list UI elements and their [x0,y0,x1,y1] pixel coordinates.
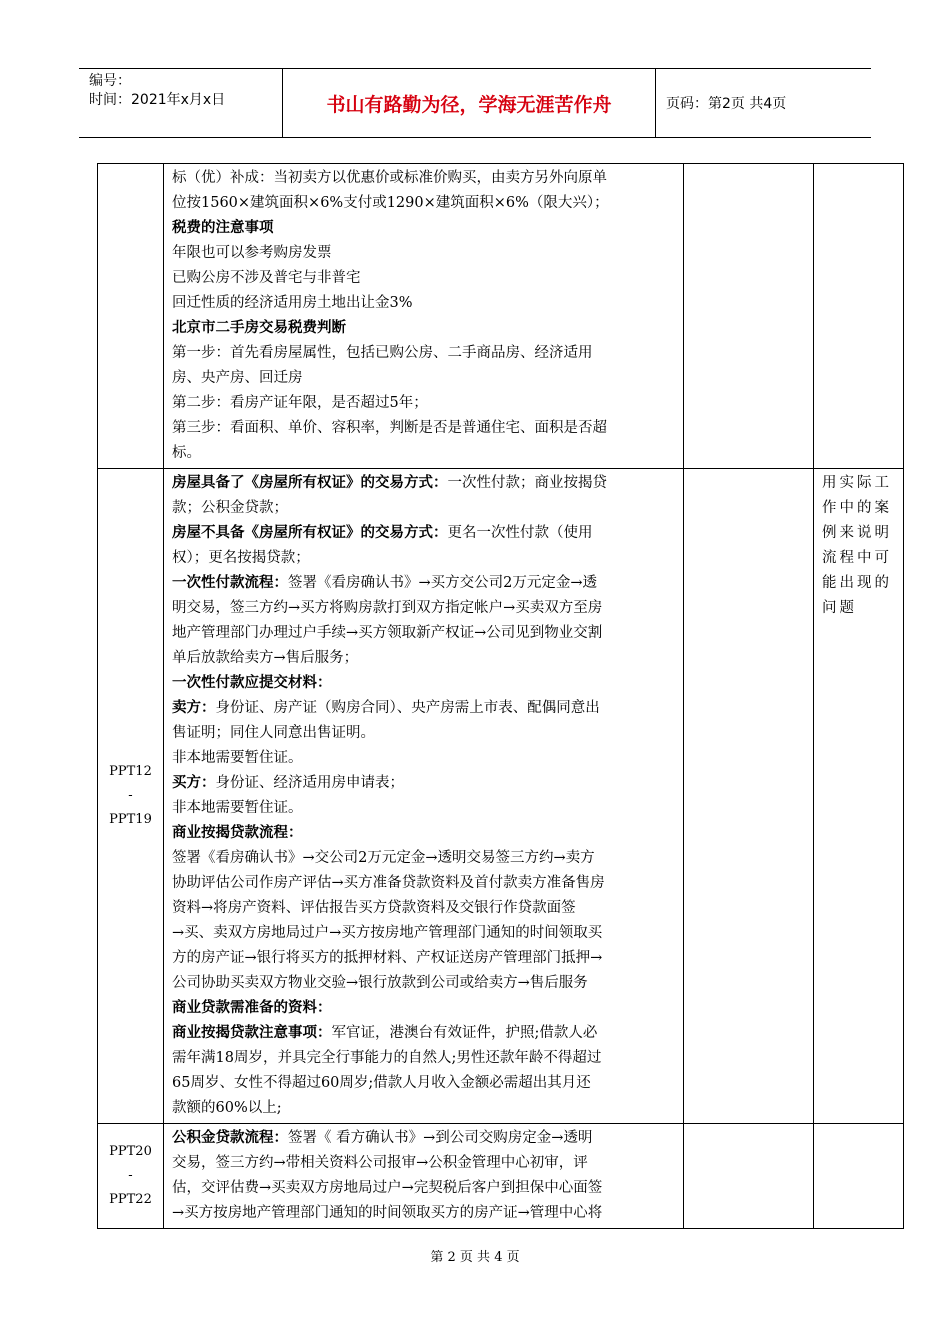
body-text: 资料→将房产资料、评估报告买方贷款资料及交银行作贷款面签 [172,900,576,916]
body-text: 年限也可以参考购房发票 [172,245,332,261]
bold-heading-text: 房屋不具备《房屋所有权证》的交易方式： [172,525,448,541]
content-line [172,671,675,696]
note-line: 问题 [822,600,857,616]
body-text: 非本地需要暂住证。 [172,750,303,766]
content-line [172,316,675,341]
content-line [172,971,675,996]
bold-heading-text: 北京市二手房交易税费判断 [172,320,346,336]
slide-range-cell [98,469,164,1124]
header-motto: 书山有路勤为径，学海无涯苦作舟 [282,69,656,137]
content-line [172,546,675,571]
note-cell [814,1124,904,1229]
content-line [172,821,675,846]
bold-heading-text: 卖方： [172,700,216,716]
content-line [172,771,675,796]
table-row [98,1124,904,1229]
body-text: 协助评估公司作房产评估→买方准备贷款资料及首付款卖方准备售房 [172,875,605,891]
bold-heading-text: 公积金贷款流程： [172,1130,288,1146]
bold-heading-text: 买方： [172,775,216,791]
document-number: 编号： [89,73,131,89]
content-line [172,291,675,316]
body-text: 身份证、经济适用房申请表； [215,775,404,791]
header-meta [79,69,282,137]
body-text: 位按1560×建筑面积×6%支付或1290×建筑面积×6%（限大兴）； [172,195,609,211]
note-line: 能出现的 [822,575,892,591]
bold-heading-text: 一次性付款流程： [172,575,288,591]
body-text: 回迁性质的经济适用房土地出让金3% [172,295,413,311]
body-text: 交易，签三方约→带相关资料公司报审→公积金管理中心初审，评 [172,1155,588,1171]
slide-range-text: PPT12 [109,764,152,779]
body-text: 第二步：看房产证年限，是否超过5年； [172,395,428,411]
body-text: 标（优）补成：当初卖方以优惠价或标准价购买，由卖方另外向原单 [172,170,607,186]
page-footer: 第 2 页 共 4 页 [430,1250,520,1265]
content-line [172,366,675,391]
content-line [172,696,675,721]
empty-cell [684,164,814,469]
body-text: 地产管理部门办理过户手续→买方领取新产权证→公司见到物业交割 [172,625,603,641]
note-cell [814,469,904,1124]
bold-heading-text: 商业贷款需准备的资料： [172,1000,332,1016]
content-line [172,441,675,466]
body-text: 非本地需要暂住证。 [172,800,303,816]
bold-heading-text: 房屋具备了《房屋所有权证》的交易方式： [172,475,448,491]
content-line [172,596,675,621]
content-line [172,241,675,266]
body-text: 签署《看房确认书》→交公司2万元定金→透明交易签三方约→卖方 [172,850,595,866]
bold-heading-text: 商业按揭贷款流程： [172,825,303,841]
content-line [172,1201,675,1226]
note-line: 用实际工 [822,475,892,491]
body-text: →买、卖双方房地局过户→买方按房地产管理部门通知的时间领取买 [172,925,603,941]
table-row [98,164,904,469]
content-line [172,946,675,971]
content-line [172,191,675,216]
body-text: 款；公积金贷款； [172,500,288,516]
content-line [172,871,675,896]
slide-range-text: PPT19 [109,812,152,827]
body-text: 第一步：首先看房屋属性，包括已购公房、二手商品房、经济适用 [172,345,593,361]
body-text: →买方按房地产管理部门通知的时间领取买方的房产证→管理中心将 [172,1205,603,1221]
header-page-number: 页码：第2页 共4页 [666,96,787,112]
body-text: 标。 [172,445,201,461]
body-text: 房、央产房、回迁房 [172,370,303,386]
body-text: 明交易，签三方约→买方将购房款打到双方指定帐户→买卖双方至房 [172,600,603,616]
content-line [172,166,675,191]
note-line: 流程中可 [822,550,892,566]
note-line: 作中的案 [822,500,892,516]
bold-heading-text: 税费的注意事项 [172,220,274,236]
content-line [172,471,675,496]
document-date: 时间：2021年x月x日 [89,92,226,108]
content-line [172,1126,675,1151]
body-text: 单后放款给卖方→售后服务； [172,650,359,666]
content-line [172,996,675,1021]
content-line [172,921,675,946]
content-cell [164,164,684,469]
body-text: 签署《看房确认书》→买方交公司2万元定金→透 [288,575,598,591]
note-line: 例来说明 [822,525,892,541]
bold-heading-text: 一次性付款应提交材料： [172,675,332,691]
table-row [98,469,904,1124]
slide-range-text: - [128,788,133,803]
page-header [79,68,871,138]
content-line [172,1071,675,1096]
content-line [172,216,675,241]
content-line [172,521,675,546]
content-cell [164,1124,684,1229]
slide-range-text: PPT22 [109,1192,152,1207]
body-text: 款额的60%以上; [172,1100,282,1116]
content-line [172,896,675,921]
content-line [172,621,675,646]
slide-range-cell [98,164,164,469]
content-line [172,1176,675,1201]
empty-cell [684,469,814,1124]
body-text: 一次性付款；商业按揭贷 [447,475,607,491]
body-text: 公司协助买卖双方物业交验→银行放款到公司或给卖方→售后服务 [172,975,588,991]
slide-range-cell [98,1124,164,1229]
content-line [172,571,675,596]
content-line [172,1096,675,1121]
content-line [172,721,675,746]
body-text: 售证明；同住人同意出售证明。 [172,725,375,741]
content-line [172,646,675,671]
slide-range-text: PPT20 [109,1144,152,1159]
body-text: 方的房产证→银行将买方的抵押材料、产权证送房产管理部门抵押→ [172,950,603,966]
body-text: 权）；更名按揭贷款； [172,550,310,566]
course-outline-table [97,163,904,1229]
body-text: 已购公房不涉及普宅与非普宅 [172,270,361,286]
bold-heading-text: 商业按揭贷款注意事项： [172,1025,332,1041]
body-text: 第三步：看面积、单价、容积率，判断是否是普通住宅、面积是否超 [172,420,607,436]
content-line [172,746,675,771]
content-line [172,391,675,416]
content-line [172,846,675,871]
body-text: 65周岁、女性不得超过60周岁;借款人月收入金额必需超出其月还 [172,1075,591,1091]
body-text: 需年满18周岁，并具完全行事能力的自然人;男性还款年龄不得超过 [172,1050,602,1066]
body-text: 更名一次性付款（使用 [447,525,593,541]
content-line [172,1021,675,1046]
content-line [172,1046,675,1071]
empty-cell [684,1124,814,1229]
content-cell [164,469,684,1124]
slide-range-text: - [128,1168,133,1183]
note-cell [814,164,904,469]
content-line [172,496,675,521]
content-line [172,796,675,821]
content-line [172,1151,675,1176]
content-line [172,266,675,291]
content-line [172,416,675,441]
body-text: 身份证、房产证（购房合同）、央产房需上市表、配偶同意出 [215,700,600,716]
body-text: 签署《 看方确认书》→到公司交购房定金→透明 [288,1130,593,1146]
content-line [172,341,675,366]
body-text: 军官证，港澳台有效证件，护照;借款人必 [331,1025,598,1041]
body-text: 估，交评估费→买卖双方房地局过户→完契税后客户到担保中心面签 [172,1180,603,1196]
